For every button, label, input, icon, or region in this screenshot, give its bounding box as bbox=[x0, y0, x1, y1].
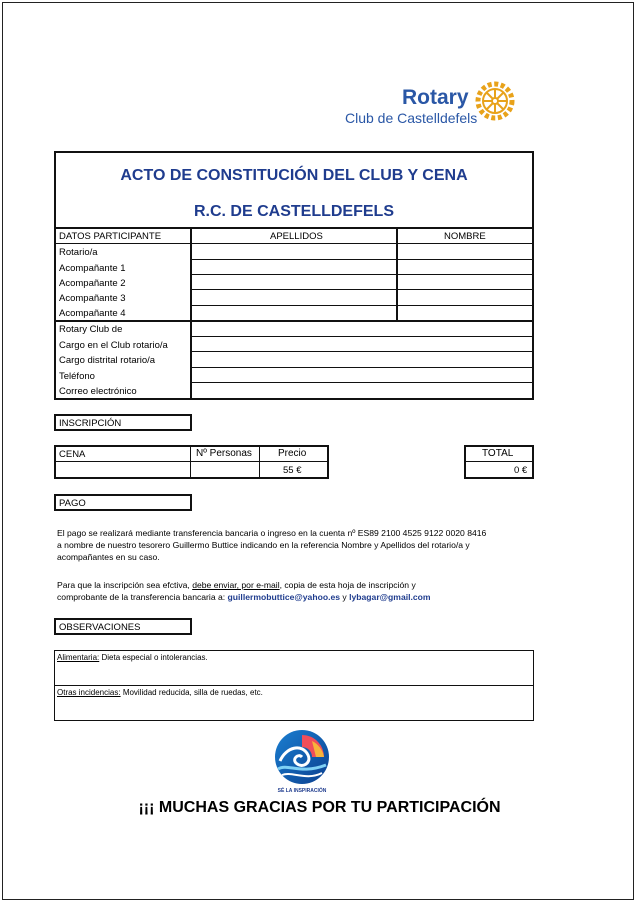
se-la-inspiracion-badge bbox=[272, 727, 332, 797]
col-header-apellidos: APELLIDOS bbox=[270, 231, 323, 242]
rotary-logo bbox=[344, 80, 524, 128]
pago-line-4 bbox=[57, 579, 416, 591]
otras-incidencias-field[interactable] bbox=[57, 688, 263, 697]
pago-label: PAGO bbox=[59, 498, 86, 509]
row-label-acompanante-3: Acompañante 3 bbox=[59, 293, 126, 304]
pago-line-4-c: , copia de esta hoja de inscripción y bbox=[279, 580, 416, 590]
club-name-text: Club de Castelldefels bbox=[345, 110, 478, 126]
pago-line-1: El pago se realizará mediante transferencia bancaria o ingreso en la cuenta nº ES89 2100 4525 9122 0020 8416 bbox=[57, 528, 487, 538]
pago-line-3: acompañantes en su caso. bbox=[57, 552, 160, 562]
total-value: 0 € bbox=[514, 465, 528, 476]
row-label-correo: Correo electrónico bbox=[59, 386, 137, 397]
club-title: R.C. DE CASTELLDEFELS bbox=[193, 203, 394, 220]
col-header-datos: DATOS PARTICIPANTE bbox=[59, 231, 162, 242]
event-title: ACTO DE CONSTITUCIÓN DEL CLUB Y CENA bbox=[120, 167, 468, 184]
thank-you-message: ¡¡¡ MUCHAS GRACIAS POR TU PARTICIPACIÓN bbox=[138, 799, 501, 816]
alimentaria-text: Dieta especial o intolerancias. bbox=[99, 653, 208, 662]
cena-label: CENA bbox=[59, 449, 86, 460]
otras-incidencias-text: Movilidad reducida, silla de ruedas, etc. bbox=[120, 688, 263, 697]
pago-line-5-a: comprobante de la transferencia bancaria a: bbox=[57, 592, 228, 602]
email-guillermo-link[interactable]: guillermobuttice@yahoo.es bbox=[227, 592, 341, 602]
precio-label: Precio bbox=[278, 448, 307, 459]
rotary-wheel-icon bbox=[474, 80, 516, 122]
email-lybagar-link[interactable]: lybagar@gmail.com bbox=[349, 592, 431, 602]
pago-line-5-b: y bbox=[340, 592, 350, 602]
otras-incidencias-label: Otras incidencias: bbox=[57, 688, 121, 697]
row-label-cargo-club: Cargo en el Club rotario/a bbox=[59, 340, 168, 351]
pago-line-4-a: Para que la inscripción sea efctiva, bbox=[57, 580, 193, 590]
row-label-rotary-club: Rotary Club de bbox=[59, 324, 123, 335]
personas-label: Nº Personas bbox=[196, 448, 252, 459]
wave-logo-icon bbox=[272, 727, 332, 787]
row-label-acompanante-1: Acompañante 1 bbox=[59, 263, 126, 274]
row-label-telefono: Teléfono bbox=[59, 371, 95, 382]
precio-value: 55 € bbox=[283, 465, 302, 476]
row-label-acompanante-4: Acompañante 4 bbox=[59, 308, 126, 319]
alimentaria-label: Alimentaria: bbox=[57, 653, 100, 662]
row-label-rotario: Rotario/a bbox=[59, 247, 98, 258]
row-label-acompanante-2: Acompañante 2 bbox=[59, 278, 126, 289]
observaciones-label: OBSERVACIONES bbox=[59, 622, 141, 633]
rotary-brand-text: Rotary bbox=[402, 86, 469, 109]
col-header-nombre: NOMBRE bbox=[444, 231, 486, 242]
pago-line-2: a nombre de nuestro tesorero Guillermo Buttice indicando en la referencia Nombre y Apellidos del rotario/a y bbox=[57, 540, 470, 550]
pago-line-5 bbox=[57, 591, 431, 603]
total-label: TOTAL bbox=[482, 448, 514, 459]
alimentaria-field[interactable] bbox=[57, 653, 208, 662]
pago-line-4-underlined: debe enviar, por e-mail bbox=[192, 580, 280, 590]
inscripcion-label: INSCRIPCIÓN bbox=[59, 418, 122, 429]
badge-text: SÉ LA INSPIRACIÓN bbox=[277, 788, 327, 794]
row-label-cargo-distrital: Cargo distrital rotario/a bbox=[59, 355, 156, 366]
